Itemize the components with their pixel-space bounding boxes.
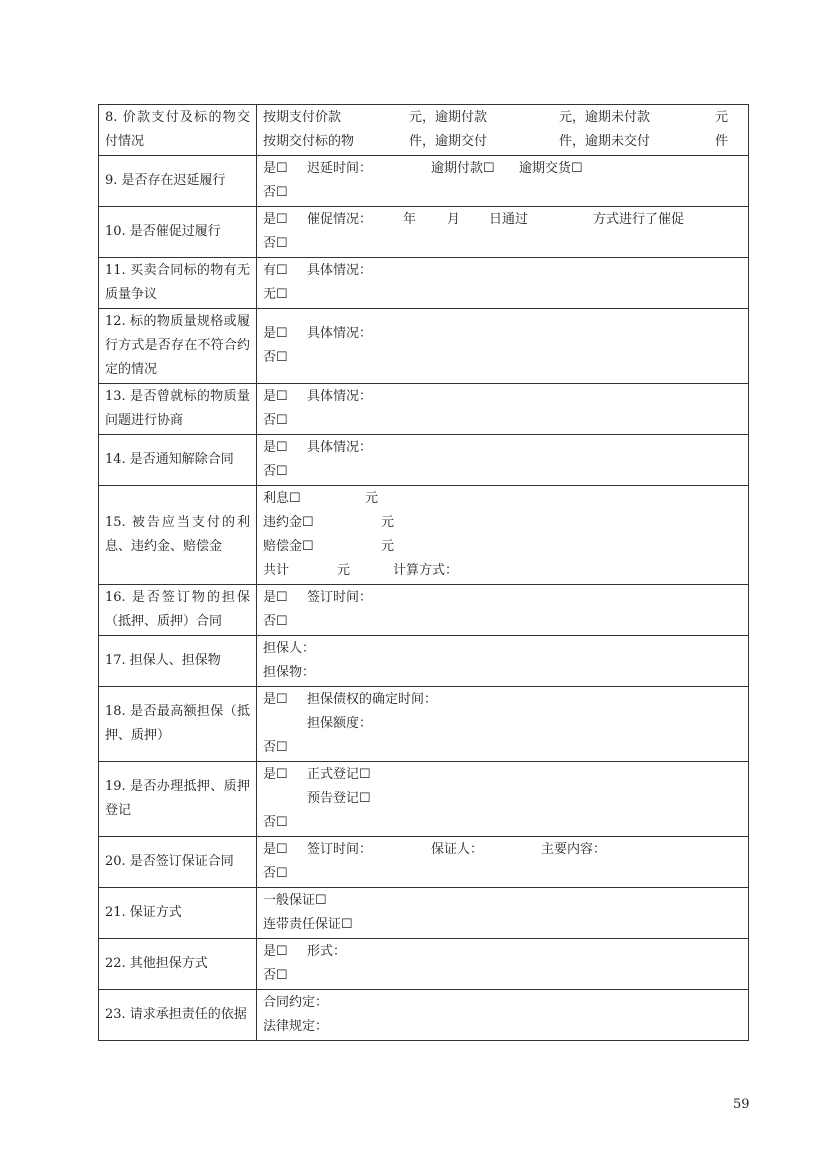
answer-text: 日通过 xyxy=(489,212,529,227)
answer-text: 连带责任保证☐ xyxy=(263,917,353,932)
page-number: 59 xyxy=(733,1097,750,1112)
answer-line xyxy=(263,487,742,511)
answer-text: 元，逾期未付款 xyxy=(559,110,651,125)
answer-text: 保证人： xyxy=(431,842,484,857)
answer-text: 元 xyxy=(715,110,729,125)
answer-text: 具体情况： xyxy=(307,389,373,404)
answer-line xyxy=(263,787,742,811)
question-cell: 16. 是否签订物的担保（抵押、质押）合同 xyxy=(99,585,257,636)
answer-line xyxy=(263,511,742,535)
answer-text: 否☐ xyxy=(263,866,288,881)
form-row xyxy=(99,837,749,888)
answer-line xyxy=(263,586,742,610)
question-cell: 18. 是否最高额担保（抵押、质押） xyxy=(99,687,257,762)
answer-line xyxy=(263,130,742,154)
question-cell: 9. 是否存在迟延履行 xyxy=(99,156,257,207)
answer-cell xyxy=(257,156,749,207)
form-row xyxy=(99,486,749,585)
answer-line xyxy=(263,838,742,862)
answer-text: 元 xyxy=(337,563,351,578)
answer-text: 担保额度： xyxy=(307,716,373,731)
answer-text: 担保物： xyxy=(263,665,316,680)
answer-line xyxy=(263,763,742,787)
answer-cell xyxy=(257,585,749,636)
answer-line xyxy=(263,862,742,886)
answer-text: 件，逾期交付 xyxy=(409,134,488,149)
answer-text: 赔偿金☐ xyxy=(263,539,314,554)
answer-text: 具体情况： xyxy=(307,440,373,455)
answer-line xyxy=(263,232,742,256)
form-row xyxy=(99,636,749,687)
answer-line xyxy=(263,559,742,583)
answer-text: 形式： xyxy=(307,944,347,959)
answer-text: 是☐ xyxy=(263,767,288,782)
answer-text: 否☐ xyxy=(263,614,288,629)
answer-cell xyxy=(257,105,749,156)
answer-text: 签订时间： xyxy=(307,590,373,605)
answer-text: 是☐ xyxy=(263,212,288,227)
question-cell: 21. 保证方式 xyxy=(99,888,257,939)
answer-text: 元 xyxy=(381,515,395,530)
answer-line xyxy=(263,889,742,913)
answer-text: 否☐ xyxy=(263,815,288,830)
form-row xyxy=(99,309,749,384)
form-row xyxy=(99,939,749,990)
answer-text: 否☐ xyxy=(263,236,288,251)
form-row xyxy=(99,156,749,207)
answer-text: 否☐ xyxy=(263,413,288,428)
answer-text: 按期支付价款 xyxy=(263,110,342,125)
question-cell: 17. 担保人、担保物 xyxy=(99,636,257,687)
question-cell: 14. 是否通知解除合同 xyxy=(99,435,257,486)
question-cell: 8. 价款支付及标的物交付情况 xyxy=(99,105,257,156)
answer-text: 否☐ xyxy=(263,740,288,755)
answer-text: 否☐ xyxy=(263,350,288,365)
question-cell: 23. 请求承担责任的依据 xyxy=(99,990,257,1041)
answer-text: 法律规定： xyxy=(263,1019,329,1034)
answer-text: 否☐ xyxy=(263,464,288,479)
answer-line xyxy=(263,991,742,1015)
form-row xyxy=(99,990,749,1041)
answer-text: 月 xyxy=(447,212,461,227)
form-row xyxy=(99,888,749,939)
answer-line xyxy=(263,436,742,460)
answer-text: 按期交付标的物 xyxy=(263,134,355,149)
form-row xyxy=(99,435,749,486)
answer-line xyxy=(263,712,742,736)
form-row xyxy=(99,762,749,837)
answer-line xyxy=(263,736,742,760)
answer-text: 共计 xyxy=(263,563,290,578)
answer-cell xyxy=(257,687,749,762)
answer-text: 是☐ xyxy=(263,944,288,959)
answer-text: 主要内容： xyxy=(541,842,607,857)
answer-cell xyxy=(257,435,749,486)
form-row xyxy=(99,258,749,309)
answer-text: 否☐ xyxy=(263,968,288,983)
answer-text: 逾期付款☐ xyxy=(431,161,495,176)
answer-text: 逾期交货☐ xyxy=(519,161,583,176)
answer-text: 无☐ xyxy=(263,287,288,302)
answer-line xyxy=(263,661,742,685)
question-cell: 10. 是否催促过履行 xyxy=(99,207,257,258)
answer-text: 正式登记☐ xyxy=(307,767,371,782)
answer-text: 元 xyxy=(365,491,379,506)
answer-text: 是☐ xyxy=(263,440,288,455)
answer-line xyxy=(263,208,742,232)
form-row xyxy=(99,585,749,636)
answer-line xyxy=(263,1015,742,1039)
form-row xyxy=(99,687,749,762)
answer-text: 是☐ xyxy=(263,161,288,176)
form-row xyxy=(99,105,749,156)
answer-text: 具体情况： xyxy=(307,263,373,278)
answer-text: 签订时间： xyxy=(307,842,373,857)
answer-cell xyxy=(257,762,749,837)
answer-text: 是☐ xyxy=(263,326,288,341)
question-cell: 19. 是否办理抵押、质押登记 xyxy=(99,762,257,837)
answer-line xyxy=(263,940,742,964)
question-cell: 15. 被告应当支付的利息、违约金、赔偿金 xyxy=(99,486,257,585)
answer-text: 有☐ xyxy=(263,263,288,278)
answer-text: 年 xyxy=(403,212,417,227)
answer-cell xyxy=(257,486,749,585)
answer-line xyxy=(263,259,742,283)
answer-line xyxy=(263,913,742,937)
answer-line xyxy=(263,322,742,346)
answer-line xyxy=(263,535,742,559)
answer-cell xyxy=(257,939,749,990)
answer-text: 件，逾期未交付 xyxy=(559,134,651,149)
answer-text: 利息☐ xyxy=(263,491,301,506)
answer-text: 催促情况： xyxy=(307,212,373,227)
answer-line xyxy=(263,460,742,484)
answer-cell xyxy=(257,309,749,384)
answer-cell xyxy=(257,888,749,939)
answer-line xyxy=(263,157,742,181)
answer-text: 担保债权的确定时间： xyxy=(307,692,438,707)
answer-line xyxy=(263,283,742,307)
answer-line xyxy=(263,346,742,370)
answer-text: 是☐ xyxy=(263,590,288,605)
answer-text: 件 xyxy=(715,134,729,149)
answer-line xyxy=(263,610,742,634)
form-row xyxy=(99,207,749,258)
answer-text: 一般保证☐ xyxy=(263,893,327,908)
answer-line xyxy=(263,811,742,835)
answer-text: 是☐ xyxy=(263,692,288,707)
answer-cell xyxy=(257,207,749,258)
answer-line xyxy=(263,181,742,205)
answer-text: 迟延时间： xyxy=(307,161,373,176)
answer-line xyxy=(263,688,742,712)
answer-cell xyxy=(257,636,749,687)
answer-line xyxy=(263,106,742,130)
answer-text: 合同约定： xyxy=(263,995,329,1010)
answer-text: 担保人： xyxy=(263,641,316,656)
answer-cell xyxy=(257,837,749,888)
answer-line xyxy=(263,637,742,661)
answer-text: 预告登记☐ xyxy=(307,791,371,806)
question-cell: 12. 标的物质量规格或履行方式是否存在不符合约定的情况 xyxy=(99,309,257,384)
answer-text: 是☐ xyxy=(263,842,288,857)
answer-cell xyxy=(257,990,749,1041)
question-cell: 11. 买卖合同标的物有无质量争议 xyxy=(99,258,257,309)
answer-cell xyxy=(257,384,749,435)
question-cell: 13. 是否曾就标的物质量问题进行协商 xyxy=(99,384,257,435)
question-cell: 22. 其他担保方式 xyxy=(99,939,257,990)
complaint-form-table xyxy=(98,104,749,1041)
answer-text: 具体情况： xyxy=(307,326,373,341)
form-row xyxy=(99,384,749,435)
answer-text: 元，逾期付款 xyxy=(409,110,488,125)
answer-text: 否☐ xyxy=(263,185,288,200)
answer-text: 违约金☐ xyxy=(263,515,314,530)
answer-text: 元 xyxy=(381,539,395,554)
answer-line xyxy=(263,964,742,988)
question-cell: 20. 是否签订保证合同 xyxy=(99,837,257,888)
answer-line xyxy=(263,385,742,409)
answer-text: 计算方式： xyxy=(393,563,459,578)
answer-line xyxy=(263,409,742,433)
answer-cell xyxy=(257,258,749,309)
answer-text: 方式进行了催促 xyxy=(593,212,685,227)
answer-text: 是☐ xyxy=(263,389,288,404)
